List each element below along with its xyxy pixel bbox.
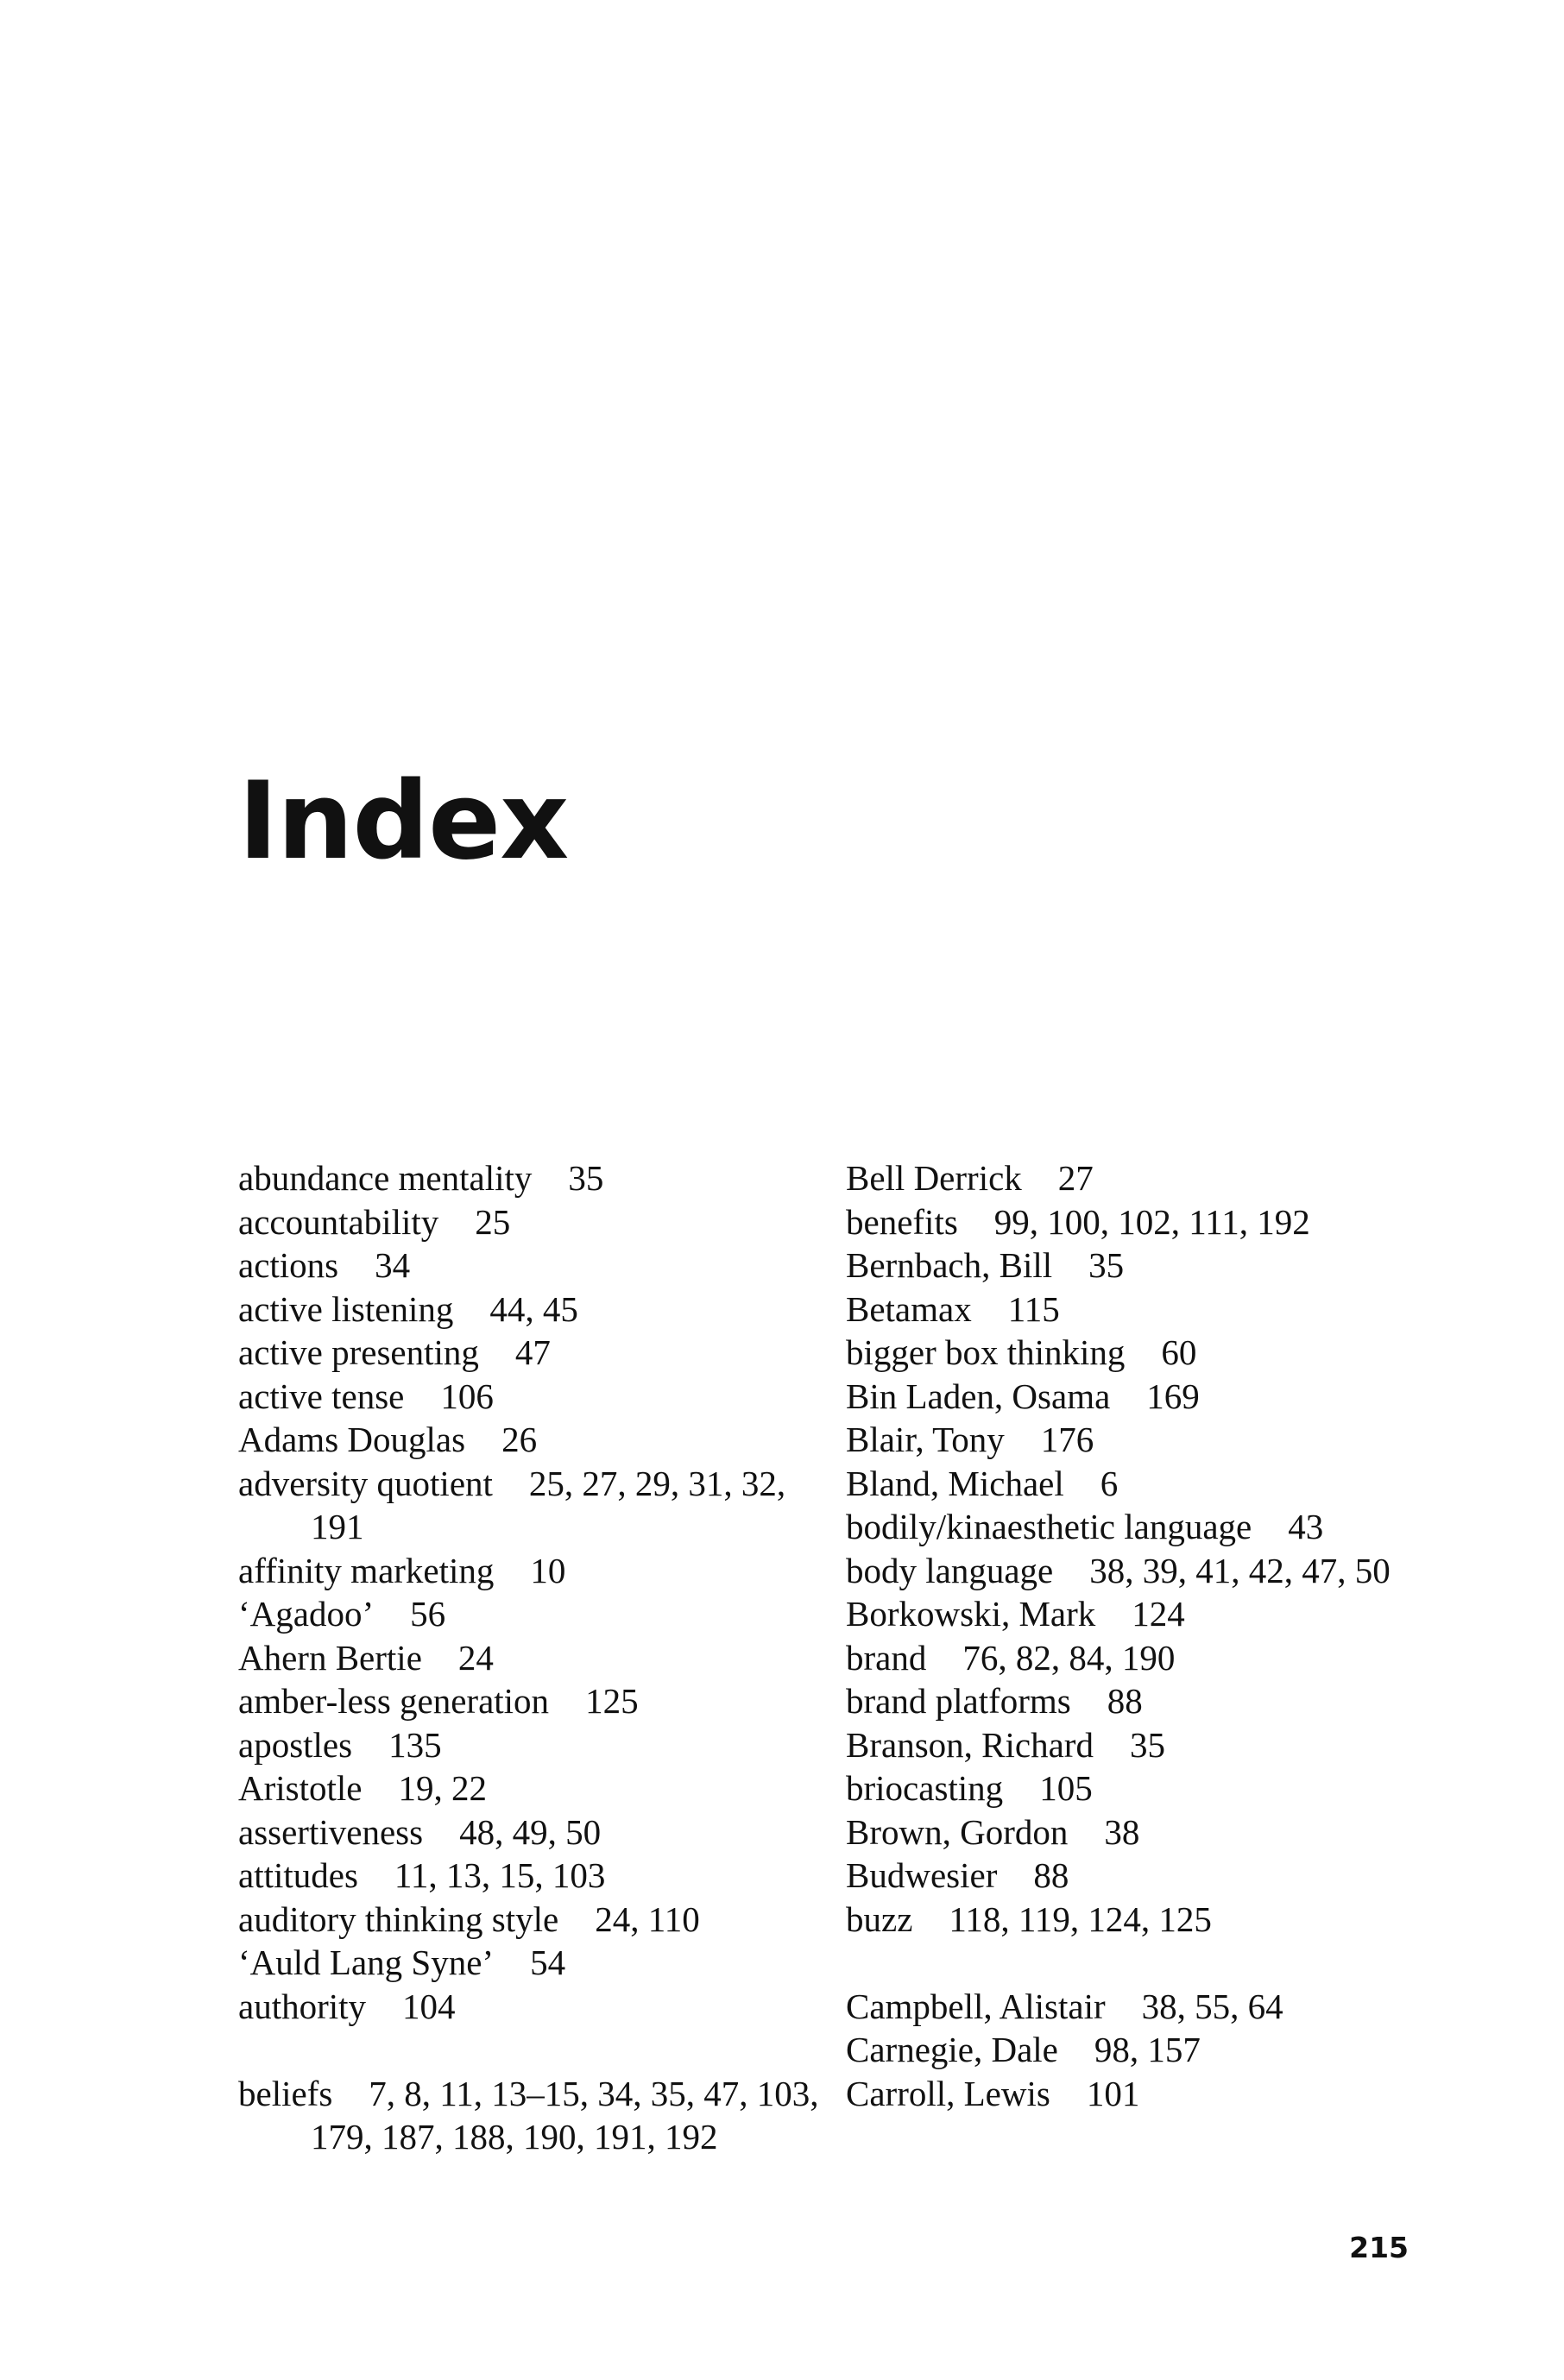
index-entry xyxy=(238,1985,825,2029)
index-pages: 38 xyxy=(1104,1811,1140,1852)
index-pages: 35 xyxy=(1129,1724,1165,1765)
index-entry xyxy=(846,1592,1416,1636)
index-pages: 47 xyxy=(514,1332,551,1372)
index-entry xyxy=(238,1331,825,1375)
index-pages: 54 xyxy=(530,1942,566,1982)
index-pages: 124 xyxy=(1132,1594,1185,1634)
index-entry xyxy=(238,1375,825,1419)
index-term: abundance mentality xyxy=(238,1158,533,1198)
index-pages: 38, 55, 64 xyxy=(1141,1986,1283,2026)
index-term: Branson, Richard xyxy=(846,1724,1094,1765)
index-pages: 24 xyxy=(457,1637,494,1678)
index-entry xyxy=(846,1331,1416,1375)
index-term: Aristotle xyxy=(238,1768,363,1808)
index-term: affinity marketing xyxy=(238,1550,495,1590)
index-term: actions xyxy=(238,1245,339,1285)
index-term: Adams Douglas xyxy=(238,1420,466,1459)
index-term: attitudes xyxy=(238,1855,358,1895)
index-pages: 88 xyxy=(1107,1681,1143,1721)
index-entry xyxy=(846,1810,1416,1854)
index-pages: 106 xyxy=(440,1376,494,1416)
index-entry xyxy=(846,1505,1416,1549)
index-pages: 105 xyxy=(1039,1768,1093,1808)
index-entry xyxy=(846,1244,1416,1288)
index-entry xyxy=(846,1679,1416,1723)
index-pages: 76, 82, 84, 190 xyxy=(962,1637,1176,1678)
index-pages: 11, 13, 15, 103 xyxy=(394,1855,606,1895)
index-pages: 44, 45 xyxy=(489,1288,578,1329)
index-entry xyxy=(846,1985,1416,2029)
index-entry xyxy=(846,1854,1416,1898)
index-pages: 10 xyxy=(530,1550,566,1590)
index-entry xyxy=(238,1898,825,1942)
index-term: ‘Agadoo’ xyxy=(238,1594,375,1634)
index-entry xyxy=(238,2072,825,2159)
index-term: beliefs xyxy=(238,2073,333,2113)
index-pages: 19, 22 xyxy=(398,1768,487,1808)
index-term: brand platforms xyxy=(846,1681,1071,1721)
index-term: amber-less generation xyxy=(238,1681,550,1721)
index-pages: 43 xyxy=(1288,1507,1324,1546)
index-entry xyxy=(238,1549,825,1593)
index-pages: 56 xyxy=(410,1594,446,1634)
index-entry xyxy=(846,1288,1416,1332)
index-term: Bernbach, Bill xyxy=(846,1245,1053,1285)
index-entry xyxy=(238,1462,825,1549)
index-term: Budwesier xyxy=(846,1855,998,1895)
index-term: briocasting xyxy=(846,1768,1004,1808)
index-entry xyxy=(238,1592,825,1636)
index-term: bodily/kinaesthetic language xyxy=(846,1507,1252,1546)
index-term: assertiveness xyxy=(238,1811,424,1852)
index-entry xyxy=(238,1679,825,1723)
index-column-left xyxy=(238,1156,825,2159)
index-term: body language xyxy=(846,1550,1054,1590)
index-term: auditory thinking style xyxy=(238,1898,559,1939)
index-entry xyxy=(238,1723,825,1767)
index-entry xyxy=(846,1156,1416,1200)
index-entry xyxy=(238,1156,825,1200)
index-entry xyxy=(846,1418,1416,1462)
index-entry xyxy=(238,1244,825,1288)
index-term: Carnegie, Dale xyxy=(846,2030,1058,2069)
index-pages: 25 xyxy=(475,1201,511,1242)
index-entry xyxy=(846,2072,1416,2116)
index-pages: 176 xyxy=(1040,1420,1094,1459)
index-pages: 125 xyxy=(585,1681,639,1721)
index-pages: 34 xyxy=(375,1245,411,1285)
index-pages: 60 xyxy=(1161,1332,1197,1372)
index-pages: 27 xyxy=(1057,1158,1094,1198)
index-term: ‘Auld Lang Syne’ xyxy=(238,1942,495,1982)
index-entry xyxy=(846,1462,1416,1506)
index-term: Campbell, Alistair xyxy=(846,1986,1106,2026)
index-pages: 98, 157 xyxy=(1094,2030,1201,2069)
index-pages: 48, 49, 50 xyxy=(459,1811,602,1852)
index-pages: 115 xyxy=(1007,1288,1060,1329)
index-term: Bland, Michael xyxy=(846,1463,1064,1503)
index-term: Borkowski, Mark xyxy=(846,1594,1096,1634)
index-entry xyxy=(238,1418,825,1462)
index-pages: 118, 119, 124, 125 xyxy=(949,1898,1212,1939)
index-term: Bin Laden, Osama xyxy=(846,1376,1111,1416)
index-pages: 26 xyxy=(501,1420,538,1459)
index-term: benefits xyxy=(846,1201,958,1242)
index-entry xyxy=(238,1636,825,1680)
index-entry xyxy=(846,1898,1416,1942)
index-term: accountability xyxy=(238,1201,439,1242)
index-pages: 104 xyxy=(402,1986,456,2026)
index-entry xyxy=(238,1941,825,1985)
index-entry xyxy=(846,1549,1416,1593)
index-pages: 38, 39, 41, 42, 47, 50 xyxy=(1089,1550,1391,1590)
index-term: buzz xyxy=(846,1898,913,1939)
index-pages: 7, 8, 11, 13–15, 34, 35, 47, 103, 179, 187, 188, 190, 191, 192 xyxy=(311,2073,819,2156)
index-entry xyxy=(846,1200,1416,1244)
index-pages: 169 xyxy=(1146,1376,1200,1416)
index-term: Betamax xyxy=(846,1288,972,1329)
index-entry xyxy=(846,2028,1416,2072)
index-entry xyxy=(846,1723,1416,1767)
index-pages: 101 xyxy=(1086,2073,1140,2113)
index-term: active listening xyxy=(238,1288,454,1329)
index-pages: 35 xyxy=(1088,1245,1125,1285)
index-term: bigger box thinking xyxy=(846,1332,1126,1372)
page-number: 215 xyxy=(1349,2231,1409,2264)
index-entry xyxy=(846,1766,1416,1810)
index-entry xyxy=(238,1766,825,1810)
index-term: Bell Derrick xyxy=(846,1158,1022,1198)
index-term: Brown, Gordon xyxy=(846,1811,1069,1852)
index-column-right xyxy=(846,1156,1416,2115)
index-entry xyxy=(846,1375,1416,1419)
index-pages: 25, 27, 29, 31, 32, 191 xyxy=(311,1463,786,1546)
page-title: Index xyxy=(238,759,569,884)
index-term: Ahern Bertie xyxy=(238,1637,422,1678)
index-term: apostles xyxy=(238,1724,353,1765)
index-pages: 88 xyxy=(1033,1855,1069,1895)
index-pages: 99, 100, 102, 111, 192 xyxy=(993,1201,1310,1242)
index-pages: 35 xyxy=(568,1158,604,1198)
index-entry xyxy=(846,1636,1416,1680)
index-term: Carroll, Lewis xyxy=(846,2073,1050,2113)
index-entry xyxy=(238,1854,825,1898)
index-term: authority xyxy=(238,1986,367,2026)
index-term: adversity quotient xyxy=(238,1463,493,1503)
index-term: brand xyxy=(846,1637,927,1678)
index-pages: 135 xyxy=(388,1724,442,1765)
index-pages: 6 xyxy=(1100,1463,1119,1503)
index-entry xyxy=(238,1810,825,1854)
index-term: active presenting xyxy=(238,1332,479,1372)
index-entry xyxy=(238,1200,825,1244)
index-pages: 24, 110 xyxy=(595,1898,700,1939)
index-entry xyxy=(238,1288,825,1332)
index-term: Blair, Tony xyxy=(846,1420,1005,1459)
index-term: active tense xyxy=(238,1376,405,1416)
